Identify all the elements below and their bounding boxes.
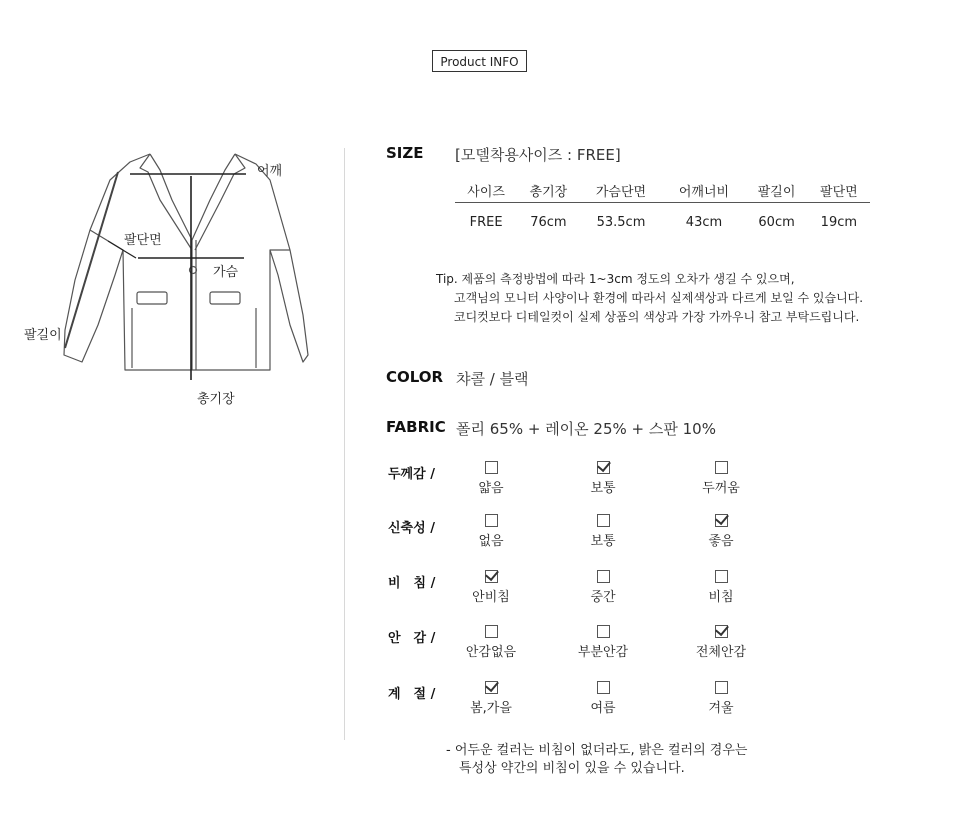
option-label: 안감없음 (465, 645, 517, 660)
option-label: 보통 (590, 481, 616, 496)
option-label: 봄,가을 (470, 701, 512, 716)
option-label: 안비침 (472, 590, 510, 605)
size-col-header: 팔단면 (808, 178, 870, 203)
option-label: 비침 (708, 590, 734, 605)
checkbox-icon[interactable] (715, 461, 728, 474)
size-cell: 43cm (685, 214, 723, 230)
size-cell: 19cm (820, 214, 858, 230)
size-col-header: 사이즈 (455, 178, 517, 203)
property-option[interactable] (558, 625, 648, 660)
option-label: 중간 (590, 590, 616, 605)
option-label: 좋음 (708, 534, 734, 549)
transparency-note (446, 742, 747, 778)
size-col-header: 가슴단면 (580, 178, 663, 203)
property-option[interactable] (676, 514, 766, 549)
property-label: 계 절 / (388, 687, 436, 702)
checkbox-icon[interactable] (597, 570, 610, 583)
option-label: 겨울 (708, 701, 734, 716)
option-label: 전체안감 (695, 645, 747, 660)
model-size-note: [모델착용사이즈 : FREE] (455, 146, 621, 164)
checkbox-icon[interactable] (597, 461, 610, 474)
property-label: 비 침 / (388, 576, 436, 591)
color-value: 챠콜 / 블랙 (456, 370, 529, 388)
checkbox-icon[interactable] (715, 570, 728, 583)
size-cell: 76cm (530, 214, 567, 230)
size-col-header: 어깨너비 (662, 178, 745, 203)
property-option[interactable] (446, 681, 536, 716)
option-label: 부분안감 (577, 645, 629, 660)
property-option[interactable] (446, 461, 536, 496)
sleeve-length-label: 팔길이 (24, 328, 62, 343)
jacket-diagram (20, 140, 320, 410)
size-label: SIZE (386, 144, 424, 162)
checkbox-icon[interactable] (485, 625, 498, 638)
size-cell: 53.5cm (596, 214, 646, 230)
property-option[interactable] (676, 461, 766, 496)
size-table-header (455, 178, 870, 203)
option-label: 보통 (590, 534, 616, 549)
column-divider (344, 148, 345, 740)
size-cell: FREE (469, 214, 503, 230)
option-label: 두꺼움 (702, 481, 740, 496)
note-line: 특성상 약간의 비침이 있을 수 있습니다. (459, 761, 685, 776)
property-option[interactable] (558, 514, 648, 549)
color-label: COLOR (386, 368, 444, 386)
measurement-tip (436, 270, 863, 327)
option-label: 여름 (590, 701, 616, 716)
size-cell: 60cm (758, 214, 795, 230)
chest-label: 가슴 (213, 265, 239, 280)
option-label: 없음 (478, 534, 504, 549)
tip-line: 코디컷보다 디테일컷이 실제 상품의 색상과 가장 가까우니 참고 부탁드립니다. (454, 310, 860, 324)
tip-line: 고객님의 모니터 사양이나 환경에 따라서 실제색상과 다르게 보일 수 있습니다. (454, 291, 864, 305)
property-option[interactable] (558, 570, 648, 605)
checkbox-icon[interactable] (485, 681, 498, 694)
property-label: 안 감 / (388, 631, 436, 646)
product-info-badge: Product INFO (432, 50, 527, 72)
property-label: 두께감 / (388, 467, 435, 482)
property-label: 신축성 / (388, 521, 435, 536)
property-option[interactable] (446, 570, 536, 605)
fabric-label: FABRIC (386, 418, 446, 436)
checkbox-icon[interactable] (715, 625, 728, 638)
size-table (455, 178, 870, 241)
property-option[interactable] (558, 461, 648, 496)
property-option[interactable] (676, 570, 766, 605)
sleeve-width-label: 팔단면 (124, 233, 162, 248)
table-row (455, 203, 870, 242)
checkbox-icon[interactable] (485, 570, 498, 583)
checkbox-icon[interactable] (715, 514, 728, 527)
note-line: - 어두운 컬러는 비침이 없더라도, 밝은 컬러의 경우는 (446, 743, 748, 758)
option-label: 얇음 (478, 481, 504, 496)
size-col-header: 총기장 (517, 178, 579, 203)
property-option[interactable] (446, 514, 536, 549)
tip-line: Tip. 제품의 측정방법에 따라 1~3cm 정도의 오차가 생길 수 있으며, (436, 272, 795, 286)
shoulder-label: 어깨 (257, 164, 283, 179)
fabric-value: 폴리 65% + 레이온 25% + 스판 10% (456, 420, 716, 438)
checkbox-icon[interactable] (485, 461, 498, 474)
checkbox-icon[interactable] (485, 514, 498, 527)
total-length-label: 총기장 (197, 392, 235, 407)
property-option[interactable] (676, 625, 766, 660)
property-option[interactable] (446, 625, 536, 660)
checkbox-icon[interactable] (597, 514, 610, 527)
checkbox-icon[interactable] (715, 681, 728, 694)
property-option[interactable] (676, 681, 766, 716)
checkbox-icon[interactable] (597, 681, 610, 694)
checkbox-icon[interactable] (597, 625, 610, 638)
property-option[interactable] (558, 681, 648, 716)
size-col-header: 팔길이 (745, 178, 807, 203)
